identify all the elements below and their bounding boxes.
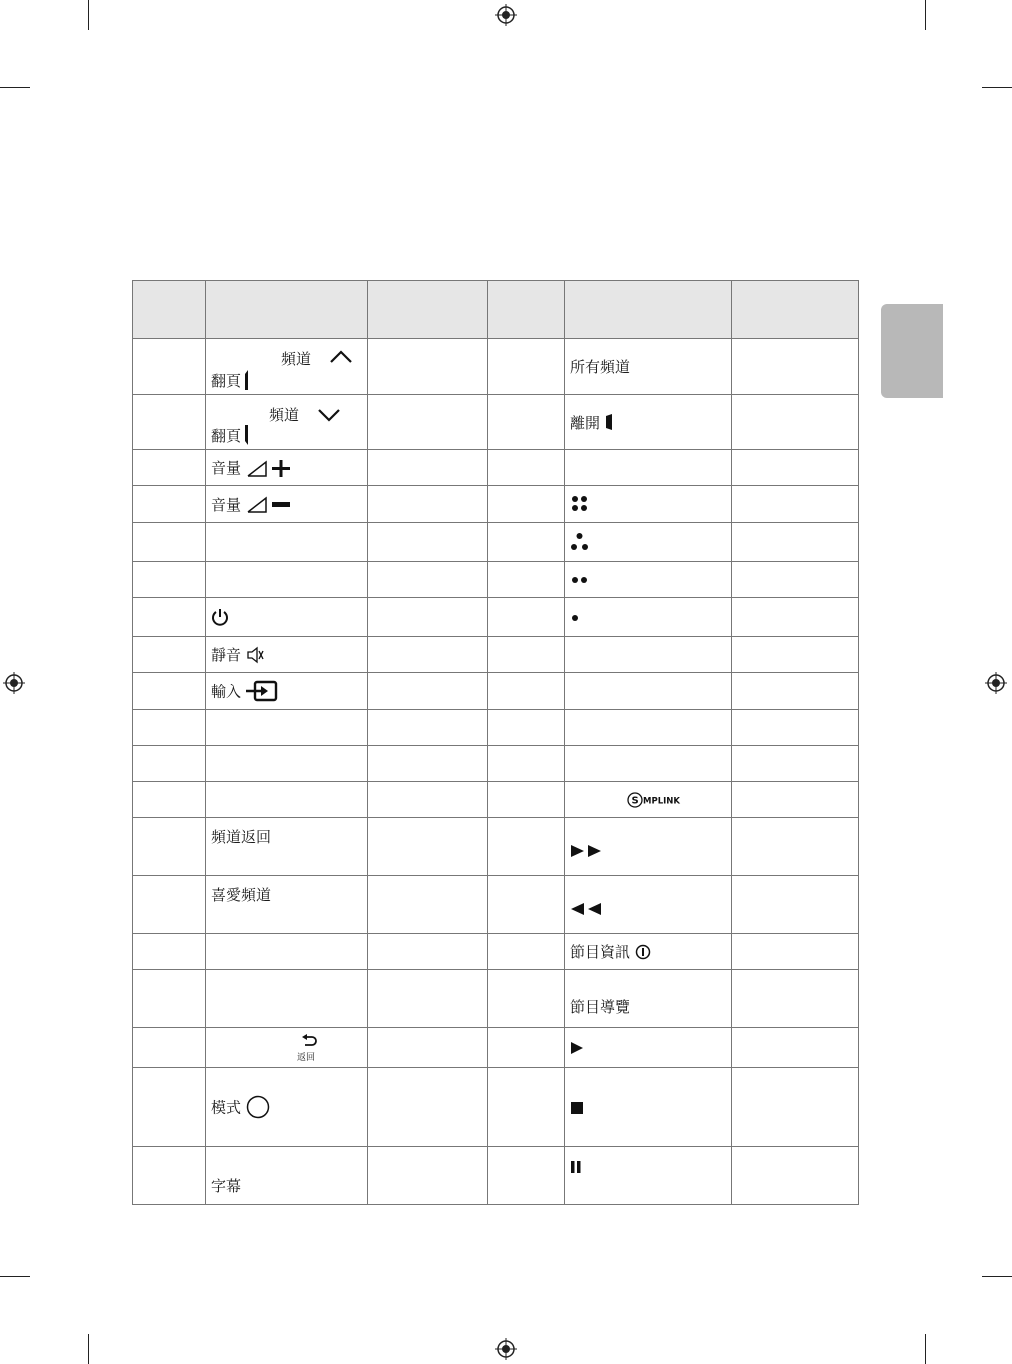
all-channels-label: 所有頻道 (570, 358, 631, 376)
exit-icon (605, 414, 613, 430)
table-row (133, 523, 859, 562)
button-cell (565, 1068, 732, 1147)
button-cell (206, 637, 368, 673)
table-row (133, 1147, 859, 1205)
table-row (133, 637, 859, 673)
button-cell (565, 970, 732, 1028)
exit-label: 離開 (570, 413, 601, 432)
button-cell (206, 395, 368, 450)
table-row (133, 673, 859, 710)
program-info-label: 節目資訊 (570, 943, 631, 961)
crop-mark (925, 0, 926, 30)
crop-mark (88, 0, 89, 30)
table-row (133, 395, 859, 450)
table-row (133, 450, 859, 486)
mute-icon (246, 646, 264, 664)
one-dot-icon (570, 613, 580, 623)
registration-mark-icon (495, 4, 517, 26)
program-guide-label: 節目導覽 (570, 998, 631, 1016)
table-row (133, 934, 859, 970)
button-cell (565, 486, 732, 523)
button-cell (565, 1147, 732, 1205)
volume-down-icon (246, 494, 294, 514)
button-cell (565, 562, 732, 598)
header-cell (206, 281, 368, 339)
table-row (133, 1068, 859, 1147)
button-cell (206, 486, 368, 523)
crop-mark (982, 1276, 1012, 1277)
previous-channel-label: 頻道返回 (211, 828, 272, 846)
channel-label: 頻道 (281, 349, 312, 368)
table-row (133, 562, 859, 598)
registration-mark-icon (495, 1338, 517, 1360)
table-header-row (133, 281, 859, 339)
header-cell (368, 281, 488, 339)
page-label: 翻頁 (211, 426, 242, 445)
button-cell (565, 782, 732, 818)
two-dots-icon (570, 575, 590, 585)
play-icon (570, 1041, 584, 1055)
language-side-tab (881, 304, 943, 398)
button-cell (565, 339, 732, 395)
button-cell (206, 876, 368, 934)
table-row (133, 782, 859, 818)
page-label: 翻頁 (211, 371, 242, 390)
mute-label: 靜音 (211, 646, 242, 664)
header-cell (565, 281, 732, 339)
crop-mark (0, 1276, 30, 1277)
page-down-icon (244, 425, 252, 445)
favorite-channels-label: 喜愛頻道 (211, 886, 272, 904)
input-label: 輸入 (211, 682, 242, 701)
chevron-down-icon (317, 408, 341, 422)
button-cell (565, 818, 732, 876)
table-row (133, 486, 859, 523)
table-row (133, 876, 859, 934)
page-up-icon (244, 370, 252, 390)
info-icon (635, 944, 651, 960)
table-row (133, 818, 859, 876)
button-cell (206, 1147, 368, 1205)
back-icon-label: 返回 (297, 1052, 316, 1063)
four-dots-icon (570, 494, 590, 514)
button-cell (565, 598, 732, 637)
table-row (133, 1028, 859, 1068)
button-cell (206, 673, 368, 710)
button-cell (206, 1028, 368, 1068)
button-cell (206, 339, 368, 395)
simplink-logo-text: MPLINK (643, 796, 680, 807)
input-icon (246, 680, 278, 702)
three-dots-icon (570, 532, 590, 552)
crop-mark (88, 1334, 89, 1364)
button-cell (565, 1028, 732, 1068)
button-cell (206, 450, 368, 486)
header-cell (133, 281, 206, 339)
button-cell (206, 1068, 368, 1147)
subtitle-label: 字幕 (211, 1177, 242, 1195)
table-row (133, 339, 859, 395)
header-cell (488, 281, 565, 339)
channel-label: 頻道 (269, 405, 300, 424)
simplink-logo-s: S (631, 795, 639, 807)
simplink-logo (627, 791, 687, 809)
header-cell (732, 281, 859, 339)
table-row (133, 710, 859, 746)
volume-label: 音量 (211, 459, 242, 477)
table-row (133, 598, 859, 637)
mode-label: 模式 (211, 1098, 242, 1117)
button-cell (565, 934, 732, 970)
table-row (133, 970, 859, 1028)
crop-mark (982, 87, 1012, 88)
registration-mark-icon (985, 672, 1007, 694)
crop-mark (0, 87, 30, 88)
power-icon (211, 607, 229, 627)
crop-mark (925, 1334, 926, 1364)
button-cell (565, 876, 732, 934)
stop-icon (570, 1101, 584, 1115)
table-row (133, 746, 859, 782)
button-cell (565, 523, 732, 562)
registration-mark-icon (3, 672, 25, 694)
fast-forward-icon (570, 844, 604, 858)
button-cell (206, 598, 368, 637)
rewind-icon (570, 902, 604, 916)
back-icon (301, 1034, 317, 1048)
chevron-up-icon (329, 350, 353, 364)
button-cell (206, 818, 368, 876)
volume-up-icon (246, 458, 294, 478)
circle-button-icon (246, 1095, 270, 1119)
pause-icon (570, 1160, 582, 1174)
volume-label: 音量 (211, 495, 242, 514)
remote-buttons-table (132, 280, 859, 1205)
button-cell (565, 395, 732, 450)
